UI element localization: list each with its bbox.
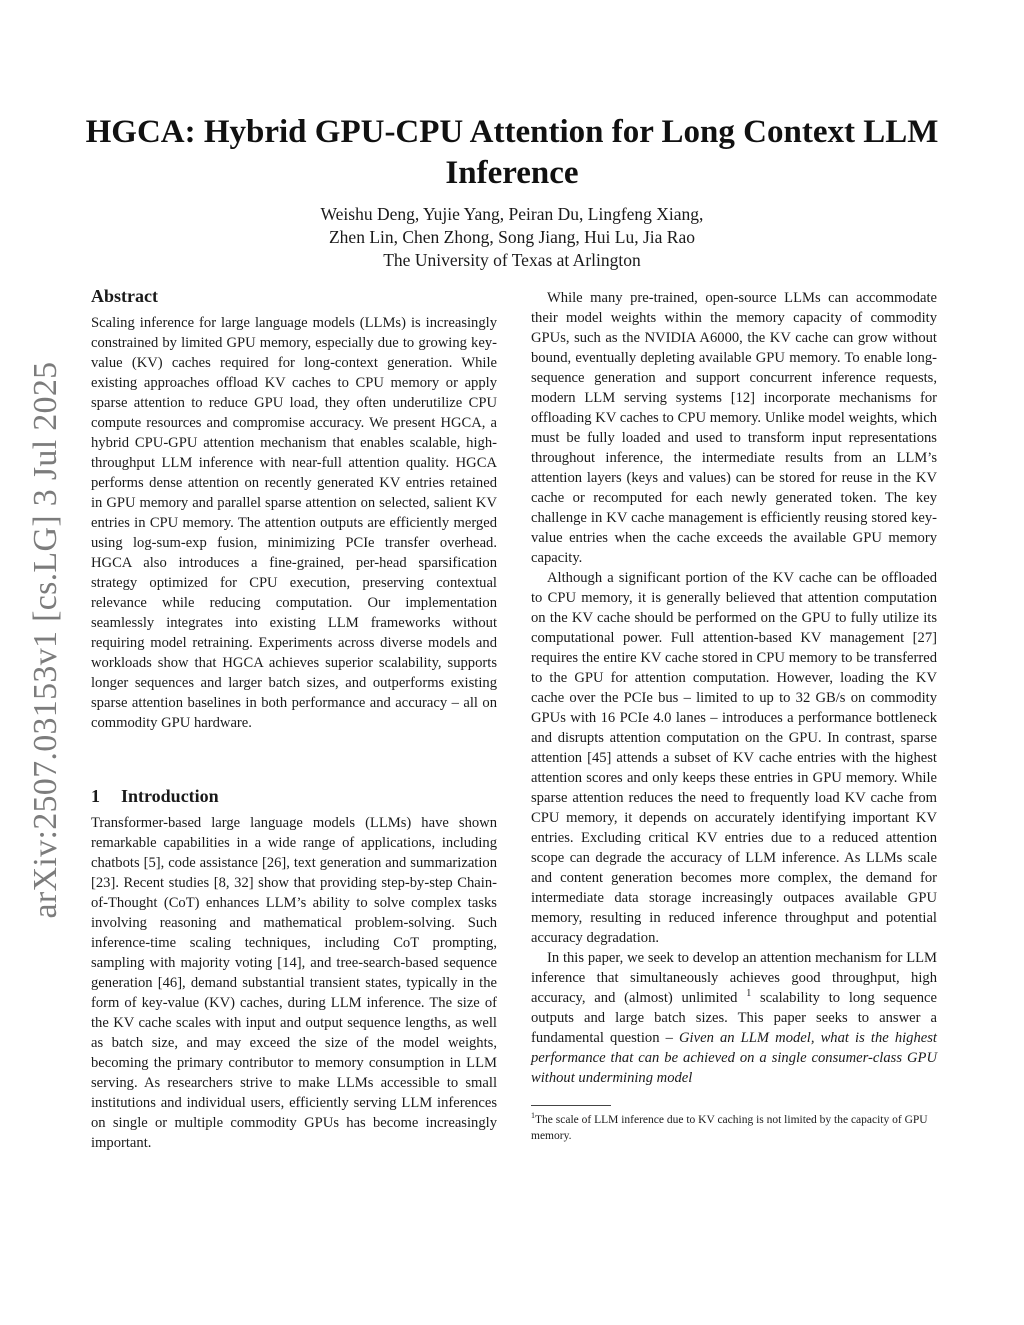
intro-paragraph-3: Although a significant portion of the KV cache can be offloaded to CPU memory, it is generally believed that attention computation on the KV cache should be performed on the GPU to fully utilize its computational power. Full attention-based KV management [27] requires the entire KV cache stored in CPU memory to be transferred to the GPU for attention computation. However, loading the KV cache over the PCIe bus – limited to up to 32 GB/s on commodity GPUs with 16 PCIe 4.0 lanes – introduces a performance bottleneck and disrupts attention computation on the GPU. In contrast, sparse attention [45] attends a subset of KV cache entries with the highest attention scores and only keeps these entries in GPU memory. While sparse attention reduces the need to frequently load KV cache from CPU memory, it depends on accurately identifying important KV entries. Excluding critical KV entries due to a reduced attention scope can degrade the accuracy of LLM inference. As LLMs scale and content generation becomes more complex, the demand for intermediate data storage increasingly outpaces available GPU memory, resulting in reduced inference throughput and potential accuracy degradation. [531, 570, 937, 946]
footnote [531, 1112, 937, 1144]
author-line-1: Weishu Deng, Yujie Yang, Peiran Du, Lingfeng Xiang, [320, 204, 704, 224]
affiliation: The University of Texas at Arlington [383, 250, 641, 270]
p4-start: In this paper, we seek to develop an attention mechanism for LLM inference that simultaneously achieves good throughput, high accuracy, and (almost) unlimited [531, 950, 937, 1006]
footnote-rule [531, 1105, 611, 1106]
p4-italic-question: Given an LLM model, what is the highest performance that can be achieved on a single consumer-class GPU without undermining model [531, 1030, 937, 1086]
author-block [80, 203, 944, 272]
footnote-mark: 1 [531, 1111, 535, 1121]
footnote-marker: 1 [746, 988, 752, 1000]
abstract-text: Scaling inference for large language models (LLMs) is increasingly constrained by limited GPU memory, especially due to growing key-value (KV) caches required for long-context generation. While existing approaches offload KV caches to CPU memory or apply sparse attention to reduce GPU load, they often underutilize CPU compute resources and compromise accuracy. We present HGCA, a hybrid CPU-GPU attention mechanism that enables scalable, high-throughput LLM inference with near-full attention quality. HGCA performs dense attention on recently generated KV entries retained in GPU memory and parallel sparse attention on selected, salient KV entries in CPU memory. The attention outputs are efficiently merged using log-sum-exp fusion, minimizing PCIe transfer overhead. HGCA also introduces a fine-grained, per-head sparsification strategy optimized for CPU execution, preserving contextual relevance while reducing computation. Our implementation seamlessly integrates into existing LLM frameworks without requiring model retraining. Experiments across diverse models and workloads show that HGCA achieves superior scalability, supports longer sequences and larger batch sizes, and outperforms existing sparse attention baselines in both performance and accuracy – all on commodity GPU hardware. [91, 315, 497, 731]
section-number: 1 [91, 786, 100, 806]
arxiv-identifier: arXiv:2507.03153v1 [cs.LG] 3 Jul 2025 [27, 361, 64, 919]
paper-title: HGCA: Hybrid GPU-CPU Attention for Long Context LLM Inference [85, 114, 939, 191]
section-title: Introduction [121, 786, 219, 806]
author-line-2: Zhen Lin, Chen Zhong, Song Jiang, Hui Lu, Jia Rao [328, 227, 695, 247]
intro-paragraph-4 [531, 948, 937, 1088]
intro-paragraph-1: Transformer-based large language models (LLMs) have shown remarkable capabilities in a wide range of applications, including chatbots [5], code assistance [26], text generation and summarization [23]. Recent studies [8, 32] show that providing step-by-step Chain-of-Thought (CoT) enhances LLM’s ability to solve complex tasks involving reasoning and mathematical problem-solving. Such inference-time scaling techniques, including CoT prompting, sampling with majority voting [14], and tree-search-based sequence generation [46], demand substantial transient states, typically in the form of key-value (KV) caches, during LLM inference. The size of the KV cache scales with input and output sequence lengths, as well as batch size, and may exceed the size of the model weights, becoming the primary contributor to memory consumption in LLM serving. As researchers strive to make LLMs accessible to small institutions and individual users, efficiently serving LLM inferences on single or multiple commodity GPUs has become increasingly important. [91, 815, 497, 1151]
p4-mid: scalability to long sequence outputs and large batch sizes. This paper seeks to answer a fundamental question – [531, 990, 938, 1046]
intro-paragraph-2: While many pre-trained, open-source LLMs can accommodate their model weights within the memory capacity of commodity GPUs, such as the NVIDIA A6000, the KV cache can grow without bound, eventually depleting available GPU memory. To enable long-sequence generation and support concurrent inference requests, modern LLM serving systems [12] incorporate mechanisms for offloading KV caches to CPU memory. Unlike model weights, which must be fully loaded and used to transform input representations throughout inference, the intermediate results from an LLM’s attention layers (keys and values) can be stored for reuse in the KV cache or recomputed for each newly generated token. The key challenge in KV cache management is efficiently reusing stored key-value entries when the cache exceeds the available GPU memory capacity. [531, 290, 937, 566]
introduction-heading [91, 785, 497, 807]
right-column [531, 288, 937, 1144]
footnote-text: The scale of LLM inference due to KV caching is not limited by the capacity of GPU memory. [531, 1114, 928, 1142]
abstract-heading: Abstract [91, 286, 158, 306]
left-column [91, 285, 497, 1153]
